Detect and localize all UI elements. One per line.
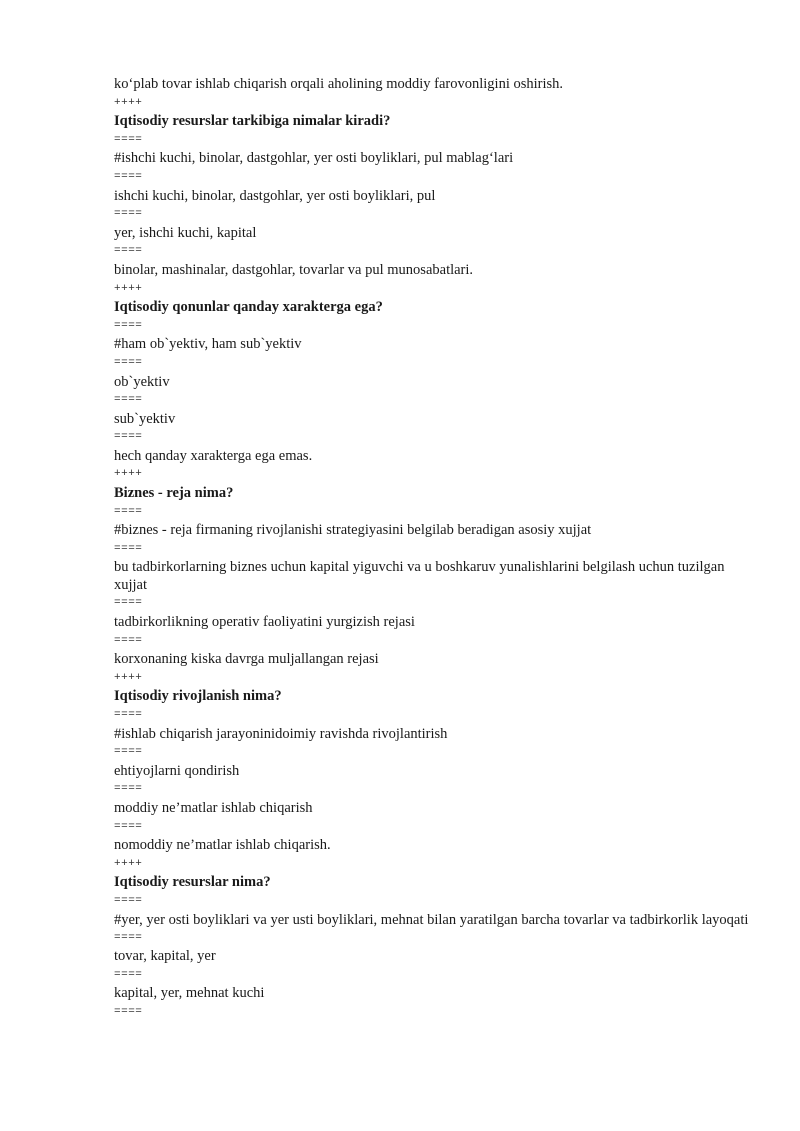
answer-option: sub`yektiv <box>114 410 176 427</box>
correct-answer: #ishchi kuchi, binolar, dastgohlar, yer osti boyliklari, pul mablag‘lari <box>114 150 514 167</box>
question-separator: ++++ <box>114 468 143 481</box>
answer-option: hech qanday xarakterga ega emas. <box>114 447 313 464</box>
question-separator: ++++ <box>114 857 143 870</box>
answer-separator: ==== <box>114 133 143 146</box>
question-separator: ++++ <box>114 96 143 109</box>
question-text: Iqtisodiy resurslar tarkibiga nimalar kiradi? <box>114 113 391 130</box>
answer-option: bu tadbirkorlarning biznes uchun kapital yiguvchi va u boshkaruv yunalishlarini belgilash uchun tuzilgan xujjat <box>114 559 725 594</box>
answer-option: ob`yektiv <box>114 373 170 390</box>
answer-separator: ==== <box>114 505 143 518</box>
document-page <box>114 75 754 1022</box>
answer-separator: ==== <box>114 319 143 332</box>
answer-option: korxonaning kiska davrga muljallangan rejasi <box>114 651 379 668</box>
question-text: Iqtisodiy qonunlar qanday xarakterga ega? <box>114 299 383 316</box>
correct-answer: #yer, yer osti boyliklari va yer usti boyliklari, mehnat bilan yaratilgan barcha tovarlar va tadbirkorlik layoqati <box>114 911 749 928</box>
answer-separator: ==== <box>114 820 143 833</box>
answer-separator: ==== <box>114 597 143 610</box>
answer-option: tadbirkorlikning operativ faoliyatini yurgizish rejasi <box>114 614 415 631</box>
answer-option: moddiy ne’matlar ishlab chiqarish <box>114 799 313 816</box>
answer-option: ko‘plab tovar ishlab chiqarish orqali aholining moddiy farovonligini oshirish. <box>114 76 564 92</box>
answer-separator: ==== <box>114 431 143 444</box>
question-separator: ++++ <box>114 282 143 295</box>
answer-separator: ==== <box>114 394 143 407</box>
answer-separator: ==== <box>114 709 143 721</box>
answer-separator: ==== <box>114 1005 143 1018</box>
question-text: Iqtisodiy resurslar nima? <box>114 874 271 891</box>
answer-separator: ==== <box>114 170 143 183</box>
answer-option: nomoddiy ne’matlar ishlab chiqarish. <box>114 837 331 854</box>
correct-answer: #ishlab chiqarish jarayoninidoimiy ravishda rivojlantirish <box>114 725 448 742</box>
answer-separator: ==== <box>114 208 143 221</box>
answer-option: kapital, yer, mehnat kuchi <box>114 985 265 1002</box>
answer-separator: ==== <box>114 894 143 907</box>
answer-option: binolar, mashinalar, dastgohlar, tovarlar va pul munosabatlari. <box>114 261 474 278</box>
answer-option: ehtiyojlarni qondirish <box>114 762 240 779</box>
correct-answer: #ham ob`yektiv, ham sub`yektiv <box>114 336 302 353</box>
answer-separator: ==== <box>114 245 143 258</box>
answer-separator: ==== <box>114 542 143 555</box>
answer-separator: ==== <box>114 931 143 944</box>
answer-option: tovar, kapital, yer <box>114 948 216 965</box>
answer-separator: ==== <box>114 783 143 796</box>
answer-option: ishchi kuchi, binolar, dastgohlar, yer osti boyliklari, pul <box>114 187 436 204</box>
answer-option: yer, ishchi kuchi, kapital <box>114 224 257 241</box>
question-text: Biznes - reja nima? <box>114 485 234 502</box>
correct-answer: #biznes - reja firmaning rivojlanishi strategiyasini belgilab beradigan asosiy xujjat <box>114 522 592 539</box>
answer-separator: ==== <box>114 356 143 369</box>
answer-separator: ==== <box>114 968 143 981</box>
question-separator: ++++ <box>114 671 143 684</box>
question-text: Iqtisodiy rivojlanish nima? <box>114 688 282 705</box>
answer-separator: ==== <box>114 634 143 647</box>
answer-separator: ==== <box>114 746 143 759</box>
